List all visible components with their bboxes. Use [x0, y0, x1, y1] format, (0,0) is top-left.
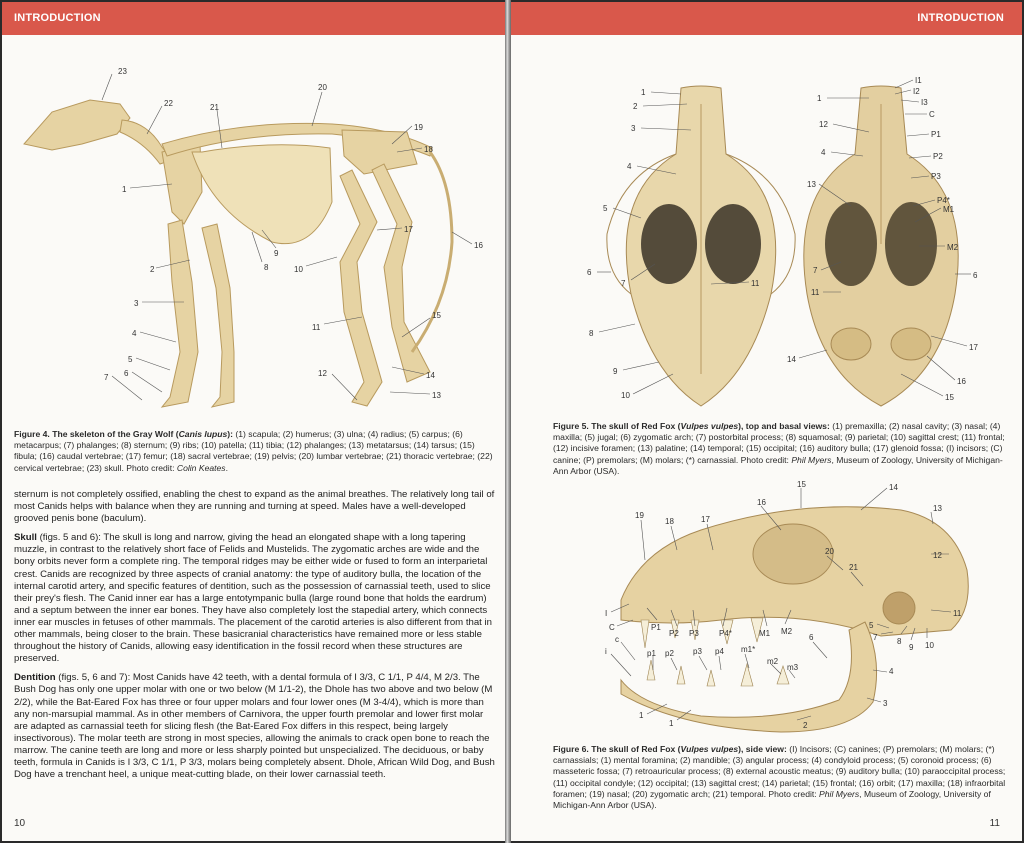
caption-title: Figure 4. The skeleton of the Gray Wolf ( [14, 429, 179, 439]
fig6-label-m2: m2 [767, 657, 779, 666]
caption-title: Figure 5. The skull of Red Fox ( [553, 421, 681, 431]
fig5-top-label-1: 1 [641, 88, 646, 97]
fig6-label-C: C [609, 623, 615, 632]
fig5-basal-label-12: 12 [819, 120, 828, 129]
fig4-label-23: 23 [118, 67, 127, 76]
skull-heading: Skull [14, 532, 37, 544]
fig5-basal-label-13: 13 [807, 180, 816, 189]
fig5-basal-label-17: 17 [969, 343, 978, 352]
fig5-basal-label-1: 1 [817, 94, 822, 103]
fig4-label-20: 20 [318, 83, 327, 92]
fig5-basal-label-4: 4 [821, 148, 826, 157]
header-bar [2, 2, 505, 35]
fig5-basal-label-C: C [929, 110, 935, 119]
fig6-label-13: 13 [933, 504, 942, 513]
fig6-label-1b: 1 [669, 719, 674, 728]
caption-credit: Phil Myers [819, 788, 860, 799]
caption-end: . [225, 462, 228, 473]
fig6-label-4: 4 [889, 667, 894, 676]
figure5-caption [553, 421, 1013, 477]
fig5-top-label-7: 7 [621, 279, 626, 288]
fig6-label-3: 3 [883, 699, 888, 708]
fig4-label-21: 21 [210, 103, 219, 112]
fig6-label-P2: P2 [669, 629, 679, 638]
fig5-basal-label-P1: P1 [931, 130, 941, 139]
fig6-label-10: 10 [925, 641, 934, 650]
fig4-label-11: 11 [312, 323, 321, 332]
paragraph-dentition [14, 672, 496, 781]
fig5-basal-label-16: 16 [957, 377, 966, 386]
fig6-label-c: c [615, 635, 619, 644]
caption-body: (1) premaxilla; (2) nasal cavity; (3) nasal; (4) maxilla; (5) jugal; (6) zygomatic arch; (7) postorbital process; (8) squamosal; (9) parietal; (10) sagittal crest; (11) frontal; (12) incisive foramen; (13) palatine; (14) temporal; (15) occipital; (16) auditory bulla; (17) glenoid fossa; (I) incisors; (C) canine; (P) premolars; (M) molars; (*) carnassial. Photo credit: [553, 421, 1005, 465]
fig4-label-2: 2 [150, 265, 155, 274]
fig6-label-8: 8 [897, 637, 902, 646]
caption-title-end: ), side view: [738, 744, 787, 754]
fig5-top-label-10: 10 [621, 391, 630, 400]
fig5-top-label-2: 2 [633, 102, 638, 111]
caption-body: (1) scapula; (2) humerus; (3) ulna; (4) radius; (5) carpus; (6) metacarpus; (7) phalanges; (8) sternum; (9) ribs; (10) patella; (11) tibia; (12) phalanges; (13) metatarsus; (14) tarsus; (15) fibula; (16) caudal vertebrae; (17) femur; (18) sacral vertebrae; (19) pelvis; (20) lumbar vertebrae; (21) thoracic vertebrae; (22) cervical vertebrae; (23) skull. Photo credit: [14, 429, 493, 473]
fig6-label-p1: p1 [647, 649, 656, 658]
fig6-label-2: 2 [803, 721, 808, 730]
dentition-heading: Dentition [14, 672, 56, 684]
fig5-basal-label-7: 7 [813, 266, 818, 275]
fig6-label-6: 6 [809, 633, 814, 642]
fig5-top-label-4: 4 [627, 162, 632, 171]
fig6-label-11: 11 [953, 609, 962, 618]
fig6-label-7: 7 [873, 633, 878, 642]
fig6-label-16: 16 [757, 498, 766, 507]
caption-title: Figure 6. The skull of Red Fox ( [553, 744, 681, 754]
fig5-top-label-6: 6 [587, 268, 592, 277]
fig4-label-18: 18 [424, 145, 433, 154]
caption-end: , Museum of Zoology, University of Michigan-Ann Arbor (USA). [553, 454, 1003, 476]
fig5-basal-label-I1: I1 [915, 76, 922, 85]
fig5-basal-label-11: 11 [811, 288, 820, 297]
fig5-basal-label-M2: M2 [947, 243, 959, 252]
fig5-basal-label-14: 14 [787, 355, 796, 364]
caption-species: Vulpes vulpes [680, 744, 739, 754]
figure4-caption [14, 429, 494, 474]
running-header: INTRODUCTION [14, 12, 101, 24]
fig4-label-19: 19 [414, 123, 423, 132]
main-text-column [14, 489, 496, 788]
header-bar [511, 2, 1022, 35]
fox-skull-side-illustration [581, 480, 1011, 735]
fig6-label-17: 17 [701, 515, 710, 524]
fig6-label-m3: m3 [787, 663, 799, 672]
fig6-label-p2: p2 [665, 649, 674, 658]
caption-body: (I) Incisors; (C) canines; (P) premolars; (M) molars; (*) carnassials; (1) mental foramina; (2) mandible; (3) angular process; (4) condyloid process; (5) coronoid process; (6) masseteric fossa; (7) retroauricular process; (8) external acoustic meatus; (9) auditory bulla; (10) paraoccipital process; (11) occipital condyle; (12) occipital; (13) sagittal crest; (14) parietal; (15) frontal; (16) orbit; (17) maxilla; (18) infraorbital foramen; (19) nasal; (20) zygomatic arch; (21) temporal. Photo credit: [553, 744, 1006, 799]
fig6-label-20: 20 [825, 547, 834, 556]
figure6-caption [553, 744, 1013, 811]
fig4-label-1: 1 [122, 185, 127, 194]
fig6-label-p3: p3 [693, 647, 702, 656]
fig4-label-7: 7 [104, 373, 109, 382]
page-number: 11 [989, 818, 1000, 829]
running-header: INTRODUCTION [917, 12, 1004, 24]
fig6-label-P1: P1 [651, 623, 661, 632]
fig5-top-label-3: 3 [631, 124, 636, 133]
fig4-label-5: 5 [128, 355, 133, 364]
fig5-top-label-8: 8 [589, 329, 594, 338]
fig6-label-12: 12 [933, 551, 942, 560]
fig5-top-label-11: 11 [751, 279, 760, 288]
fig5-basal-label-I3: I3 [921, 98, 928, 107]
fig6-label-15: 15 [797, 480, 806, 489]
page-number: 10 [14, 818, 26, 829]
fig5-basal-label-P3: P3 [931, 172, 941, 181]
fig5-basal-label-6: 6 [973, 271, 978, 280]
fig4-label-12: 12 [318, 369, 327, 378]
right-page [511, 2, 1022, 841]
dentition-text: (figs. 5, 6 and 7): Most Canids have 42 teeth, with a dental formula of I 3/3, C 1/1, P 4/4, M 2/3. The Bush Dog has only one upper molar with one or two below (M 1/1-2), the Dhole has two above and two below (M 2/2), while the Bat-Eared Fox has three or four upper molars and four lower ones (M 3-4/4), which is more than any non-marsupial mammal. As in other members of Carnivora, the upper fourth premolar and lower first molar are adapted as carnassial teeth for slicing flesh (the Bat-Eared Fox differs in this respect, being largely insectivorous). The molar teeth are strong in most species, allowing the animals to crack open bone to reach the marrow. The canine teeth are long and more or less sharply pointed but unspecialized. The deciduous, or baby teeth, formula in Canids is I 3/3, C 1/1, P 3/3, molars being completely absent. Dhole, African Wild Dog, and Bush Dog have a trenchant heel, a unique meat-cutting blade, on their lower carnassial teeth. [14, 672, 495, 781]
fig6-label-1a: 1 [639, 711, 644, 720]
fox-skull-top-basal-figure [551, 74, 991, 414]
fig4-label-4: 4 [132, 329, 137, 338]
caption-credit: Phil Myers [791, 454, 832, 465]
caption-species: Canis lupus [178, 429, 228, 439]
fig6-label-19: 19 [635, 511, 644, 520]
fig4-label-15: 15 [432, 311, 441, 320]
fig4-label-22: 22 [164, 99, 173, 108]
fig5-top-label-5: 5 [603, 204, 608, 213]
fig4-label-9: 9 [274, 249, 279, 258]
fig6-label-14: 14 [889, 483, 898, 492]
fig5-basal-label-I2: I2 [913, 87, 920, 96]
fig4-label-14: 14 [426, 371, 435, 380]
fig6-label-18: 18 [665, 517, 674, 526]
left-page [2, 2, 505, 841]
fig6-label-5: 5 [869, 621, 874, 630]
fox-skull-top-basal-illustration [551, 74, 991, 414]
fig4-label-6: 6 [124, 369, 129, 378]
fig5-top-label-9: 9 [613, 367, 618, 376]
fig5-basal-label-P4: P4* [937, 196, 950, 205]
fig6-label-M1: M1 [759, 629, 771, 638]
fig6-label-p4: p4 [715, 647, 724, 656]
fig6-label-M2: M2 [781, 627, 793, 636]
caption-end: , Museum of Zoology, University of Michigan-Ann Arbor (USA). [553, 788, 991, 811]
caption-title-end: ), top and basal views: [738, 421, 830, 431]
fig5-basal-label-P2: P2 [933, 152, 943, 161]
fig6-label-I: I [605, 609, 608, 618]
fig6-label-P4: P4* [719, 629, 732, 638]
paragraph-intro: sternum is not completely ossified, enabling the chest to expand as the animal breathes. The relatively long tail of most Canids helps with balance when they are running and turning at speed. Males have a well-developed grooved penis bone (baculum). [14, 489, 495, 525]
caption-title-end: ): [227, 429, 234, 439]
caption-species: Vulpes vulpes [680, 421, 739, 431]
fig4-label-10: 10 [294, 265, 303, 274]
fig6-label-9: 9 [909, 643, 914, 652]
fig6-label-21: 21 [849, 563, 858, 572]
wolf-skeleton-figure [12, 52, 497, 417]
fig6-label-i: i [605, 647, 607, 656]
wolf-skeleton-illustration [12, 52, 497, 417]
fig4-label-8: 8 [264, 263, 269, 272]
fig4-label-17: 17 [404, 225, 413, 234]
fig4-label-16: 16 [474, 241, 483, 250]
fig6-label-P3: P3 [689, 629, 699, 638]
fig4-label-13: 13 [432, 391, 441, 400]
fig5-basal-label-M1: M1 [943, 205, 955, 214]
paragraph-skull [14, 532, 496, 665]
fig6-label-m1: m1* [741, 645, 756, 654]
caption-credit: Colin Keates [176, 462, 226, 473]
skull-text: (figs. 5 and 6): The skull is long and narrow, giving the head an elongated shape with a long tapering muzzle, in contrast to the relatively short face of Felids and Mustelids. The zygomatic arches are wide and the bony orbits never form a complete ring. The temporal ridges may be either wide or fused to form an interparietal crest. Canids are recognized by three aspects of cranial anatomy: the type of auditory bulla, the location of the internal carotid artery, and specific features of dentition, such as the possession of carnassial teeth, used to slice their prey's flesh. The Canid inner ear has a large entotympanic bulla (large round bone that holds the eardrum) and a septum between the inner ear bones. They have also completely lost the stapedial artery, which connects inner ear muscles in fetuses of other mammals. The placement of the carotid arteries is also different from that in other mammals, being closer to the brain. These basicranial characteristics have remained more or less stable throughout the history of Canids, allowing easy identification in the fossil record when these structures are preserved. [14, 532, 492, 665]
fox-skull-side-figure [581, 480, 1011, 735]
fig5-basal-label-15: 15 [945, 393, 954, 402]
fig4-label-3: 3 [134, 299, 139, 308]
